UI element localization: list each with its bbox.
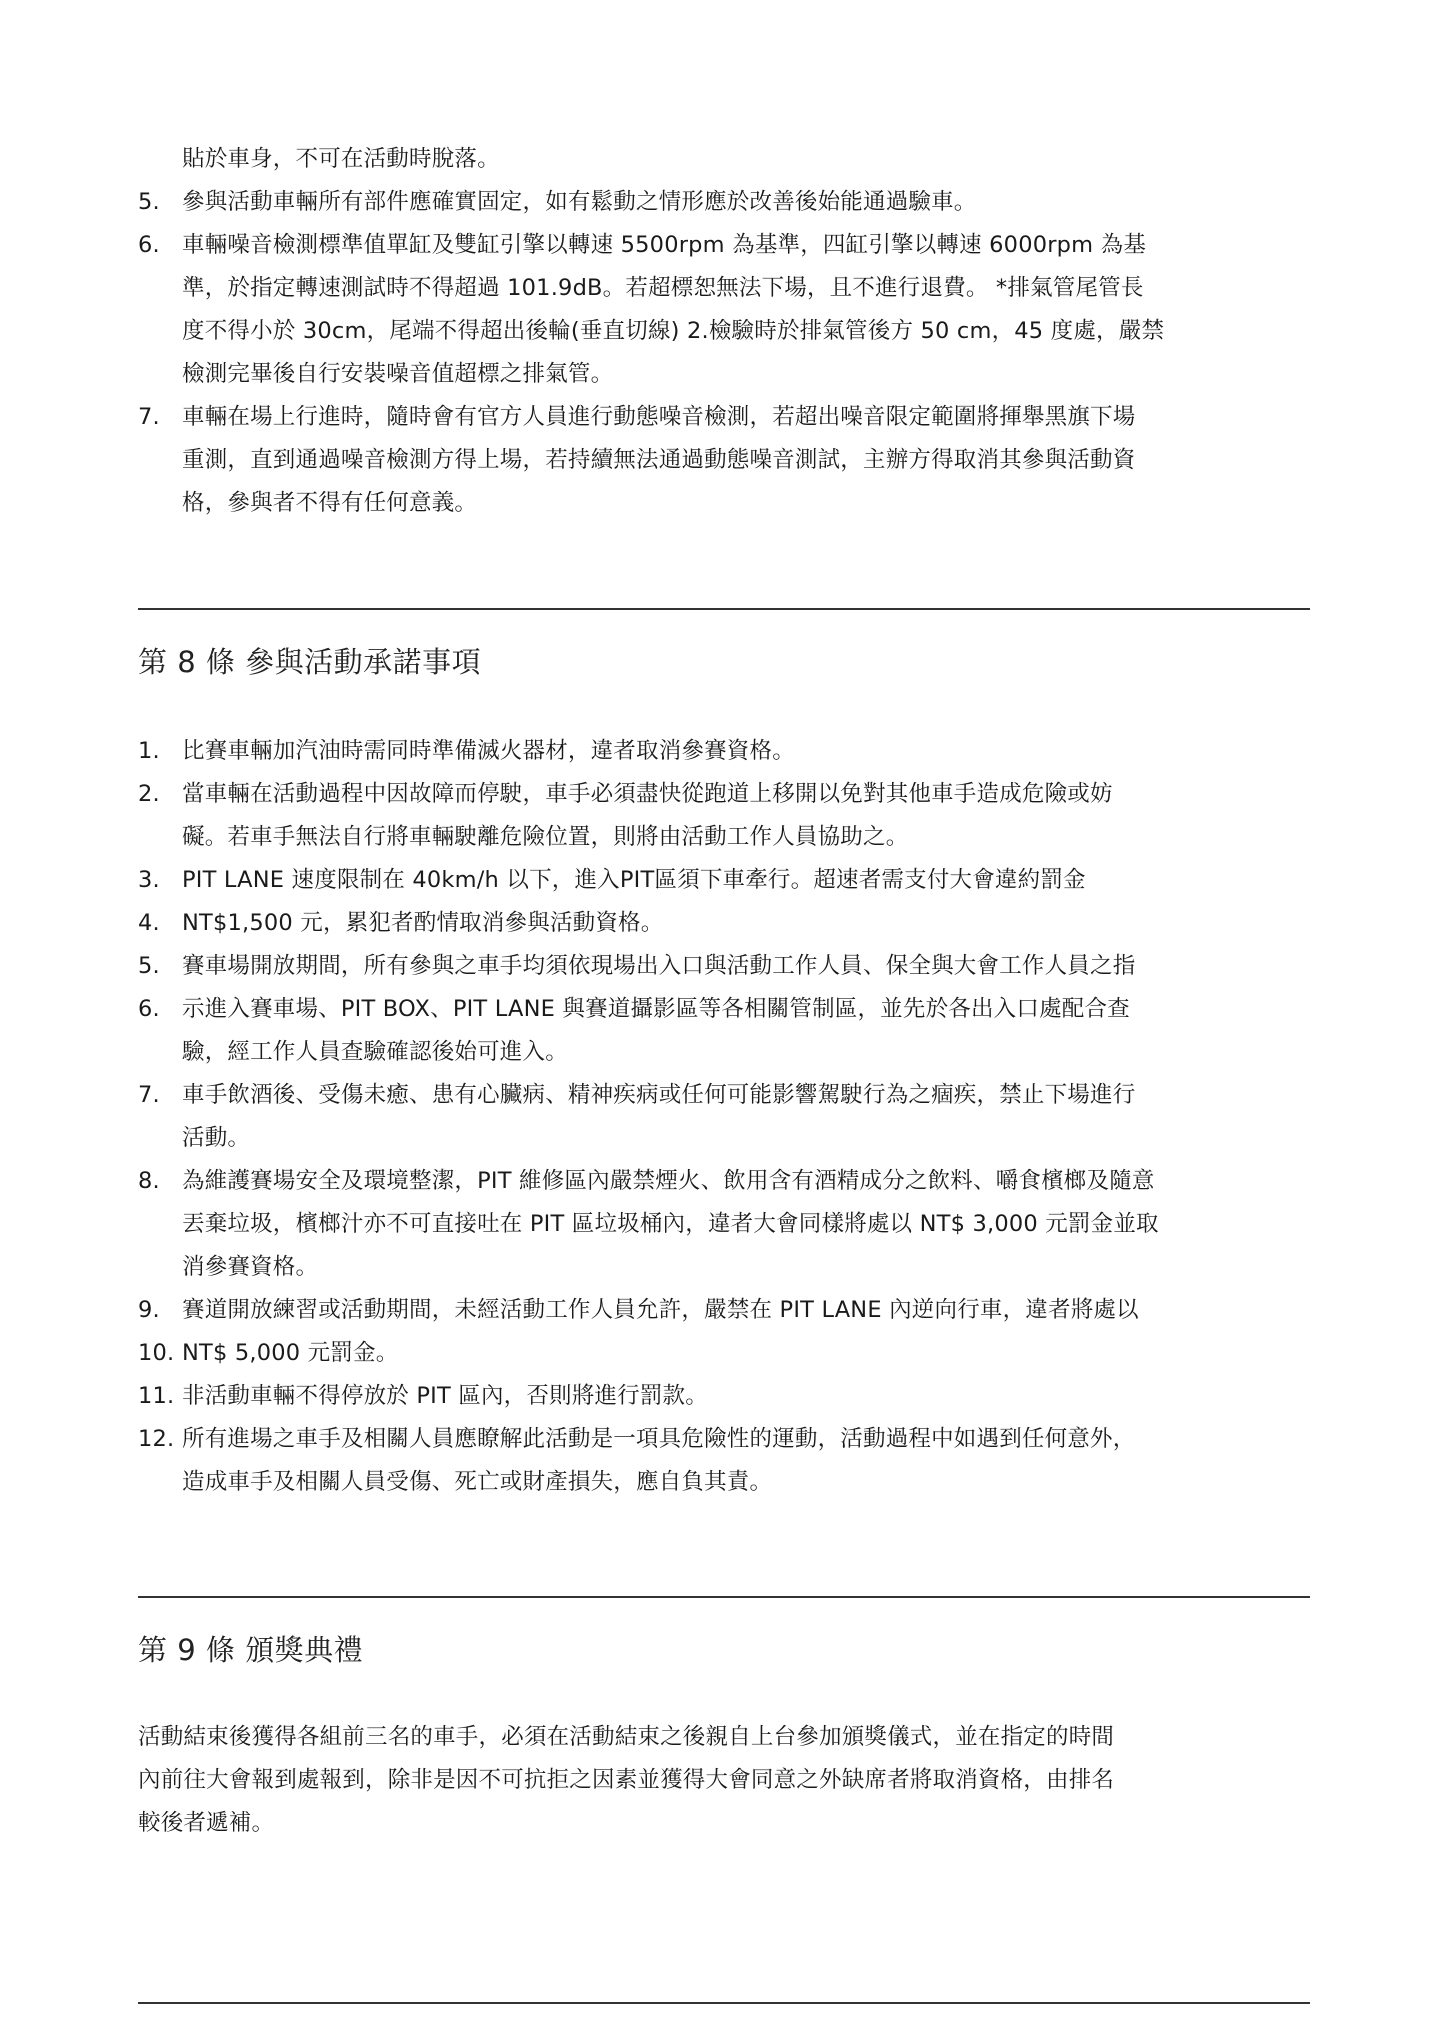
item-number: 7. xyxy=(138,1082,160,1108)
item-number: 8. xyxy=(138,1168,160,1194)
item-text: 造成車手及相關人員受傷、死亡或財產損失，應自負其責。 xyxy=(182,1469,773,1495)
item-number: 4. xyxy=(138,910,160,936)
item-text: 準，於指定轉速測試時不得超過 101.9dB。若超標恕無法下場，且不進行退費。 *排氣管尾管長 xyxy=(182,275,1144,301)
item-text: 格，參與者不得有任何意義。 xyxy=(182,490,478,516)
paragraph-line: 較後者遞補。 xyxy=(138,1810,275,1836)
item-text: 為維護賽場安全及環境整潔，PIT 維修區內嚴禁煙火、飲用含有酒精成分之飲料、嚼食檳榔及隨意 xyxy=(182,1168,1155,1194)
item-number: 7. xyxy=(138,404,160,430)
item-number: 12. xyxy=(138,1426,175,1452)
top-section xyxy=(138,138,1338,525)
item-text: 驗，經工作人員查驗確認後始可進入。 xyxy=(182,1039,568,1065)
list-item xyxy=(138,730,1338,773)
list-item xyxy=(138,945,1338,988)
item-text: 檢測完畢後自行安裝噪音值超標之排氣管。 xyxy=(182,361,614,387)
article8-heading: 第 8 條 參與活動承諾事項 xyxy=(138,645,482,679)
section-divider xyxy=(138,1596,1310,1598)
item-text: PIT LANE 速度限制在 40km/h 以下，進入PIT區須下車牽行。超速者需支付大會違約罰金 xyxy=(182,867,1086,893)
item-text: 車輛在場上行進時，隨時會有官方人員進行動態噪音檢測，若超出噪音限定範圍將揮舉黑旗下場 xyxy=(182,404,1136,430)
list-item xyxy=(138,1160,1338,1289)
section-divider xyxy=(138,608,1310,610)
list-item xyxy=(138,181,1338,224)
section-divider xyxy=(138,2002,1310,2004)
list-item xyxy=(138,773,1338,859)
item-text: 當車輛在活動過程中因故障而停駛，車手必須盡快從跑道上移開以免對其他車手造成危險或妨 xyxy=(182,781,1113,807)
paragraph-line: 內前往大會報到處報到，除非是因不可抗拒之因素並獲得大會同意之外缺席者將取消資格，由排名 xyxy=(138,1767,1115,1793)
item-number: 1. xyxy=(138,738,160,764)
item-number: 2. xyxy=(138,781,160,807)
item-number: 6. xyxy=(138,232,160,258)
item-number: 6. xyxy=(138,996,160,1022)
item-text: 消參賽資格。 xyxy=(182,1254,319,1280)
item-text: 賽車場開放期間，所有參與之車手均須依現場出入口與活動工作人員、保全與大會工作人員之指 xyxy=(182,953,1136,979)
item-text: 丟棄垃圾，檳榔汁亦不可直接吐在 PIT 區垃圾桶內，違者大會同樣將處以 NT$ 3,000 元罰金並取 xyxy=(182,1211,1159,1237)
list-item xyxy=(138,1418,1338,1504)
item-text: 賽道開放練習或活動期間，未經活動工作人員允許，嚴禁在 PIT LANE 內逆向行車，違者將處以 xyxy=(182,1297,1139,1323)
article9-paragraph xyxy=(138,1716,1318,1845)
top-item-list xyxy=(138,181,1338,525)
item-number: 5. xyxy=(138,953,160,979)
continuation-line: 貼於車身，不可在活動時脫落。 xyxy=(182,146,500,172)
item-text: 礙。若車手無法自行將車輛駛離危險位置，則將由活動工作人員協助之。 xyxy=(182,824,909,850)
item-text: NT$ 5,000 元罰金。 xyxy=(182,1340,399,1366)
list-item xyxy=(138,1332,1338,1375)
item-text: 重測，直到通過噪音檢測方得上場，若持續無法通過動態噪音測試，主辦方得取消其參與活動資 xyxy=(182,447,1136,473)
item-text: 所有進場之車手及相關人員應瞭解此活動是一項具危險性的運動，活動過程中如遇到任何意外， xyxy=(182,1426,1136,1452)
item-number: 11. xyxy=(138,1383,175,1409)
item-text: 非活動車輛不得停放於 PIT 區內，否則將進行罰款。 xyxy=(182,1383,708,1409)
item-text: 參與活動車輛所有部件應確實固定，如有鬆動之情形應於改善後始能通過驗車。 xyxy=(182,189,977,215)
list-item xyxy=(138,1289,1338,1332)
item-text: 度不得小於 30cm，尾端不得超出後輪(垂直切線) 2.檢驗時於排氣管後方 50 cm，45 度處，嚴禁 xyxy=(182,318,1165,344)
article9-heading: 第 9 條 頒獎典禮 xyxy=(138,1633,364,1667)
item-number: 10. xyxy=(138,1340,175,1366)
list-item xyxy=(138,1074,1338,1160)
item-text: 比賽車輛加汽油時需同時準備滅火器材，違者取消參賽資格。 xyxy=(182,738,795,764)
list-item xyxy=(138,859,1338,902)
item-text: NT$1,500 元，累犯者酌情取消參與活動資格。 xyxy=(182,910,664,936)
list-item xyxy=(138,902,1338,945)
list-item xyxy=(138,396,1338,525)
list-item xyxy=(138,988,1338,1074)
item-text: 車輛噪音檢測標準值單缸及雙缸引擎以轉速 5500rpm 為基準，四缸引擎以轉速 6000rpm 為基 xyxy=(182,232,1147,258)
item-number: 9. xyxy=(138,1297,160,1323)
item-text: 示進入賽車場、PIT BOX、PIT LANE 與賽道攝影區等各相關管制區，並先於各出入口處配合查 xyxy=(182,996,1130,1022)
item-number: 5. xyxy=(138,189,160,215)
item-text: 車手飲酒後、受傷未癒、患有心臟病、精神疾病或任何可能影響駕駛行為之痼疾，禁止下場進行 xyxy=(182,1082,1136,1108)
list-item xyxy=(138,1375,1338,1418)
paragraph-line: 活動結束後獲得各組前三名的車手，必須在活動結束之後親自上台參加頒獎儀式，並在指定的時間 xyxy=(138,1724,1115,1750)
item-number: 3. xyxy=(138,867,160,893)
list-item xyxy=(138,224,1338,396)
article8-item-list xyxy=(138,730,1338,1504)
item-text: 活動。 xyxy=(182,1125,251,1151)
